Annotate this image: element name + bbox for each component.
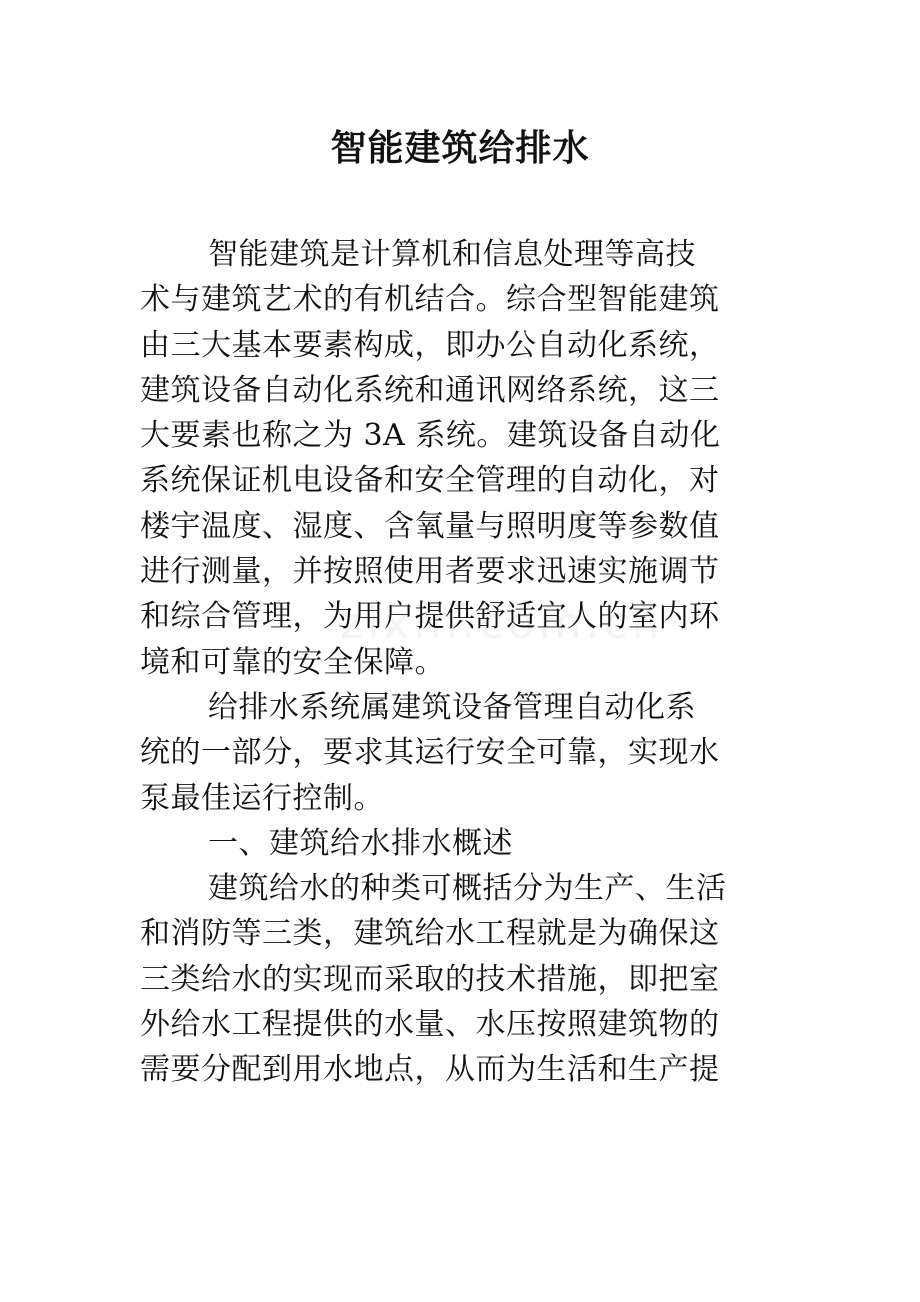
paragraph-1-line-10: 境和可靠的安全保障。 [140,644,445,680]
paragraph-1-line-7: 楼宇温度、湿度、含氧量与照明度等参数值 [140,508,720,544]
section-heading: 一、建筑给水排水概述 [208,825,513,861]
paragraph-1-line-8: 进行测量，并按照使用者要求迅速实施调节 [140,554,720,590]
paragraph-3-line-1: 建筑给水的种类可概括分为生产、生活 [208,871,727,907]
paragraph-2-line-3: 泵最佳运行控制。 [140,780,384,816]
paragraph-1-line-4: 建筑设备自动化系统和通讯网络系统，这三 [140,372,720,408]
paragraph-1-line-3: 由三大基本要素构成，即办公自动化系统， [140,327,720,363]
paragraph-1-line-2: 术与建筑艺术的有机结合。综合型智能建筑 [140,282,720,318]
document-title: 智能建筑给排水 [330,127,590,169]
paragraph-1-line-1: 智能建筑是计算机和信息处理等高技 [208,237,696,272]
paragraph-3-line-5: 需要分配到用水地点，从而为生活和生产提 [140,1052,720,1088]
paragraph-2-line-1: 给排水系统属建筑设备管理自动化系 [208,689,696,725]
document-body [140,232,790,1093]
paragraph-3-line-4: 外给水工程提供的水量、水压按照建筑物的 [140,1007,720,1043]
paragraph-1-line-9: 和综合管理，为用户提供舒适宜人的室内环 [140,599,720,635]
paragraph-1-line-6: 系统保证机电设备和安全管理的自动化，对 [140,463,720,499]
paragraph-1-line-5: 大要素也称之为 3A 系统。建筑设备自动化 [140,418,721,454]
paragraph-2-line-2: 统的一部分，要求其运行安全可靠，实现水 [140,735,720,771]
paragraph-3-line-3: 三类给水的实现而采取的技术措施，即把室 [140,961,720,997]
paragraph-3-line-2: 和消防等三类，建筑给水工程就是为确保这 [140,916,720,952]
